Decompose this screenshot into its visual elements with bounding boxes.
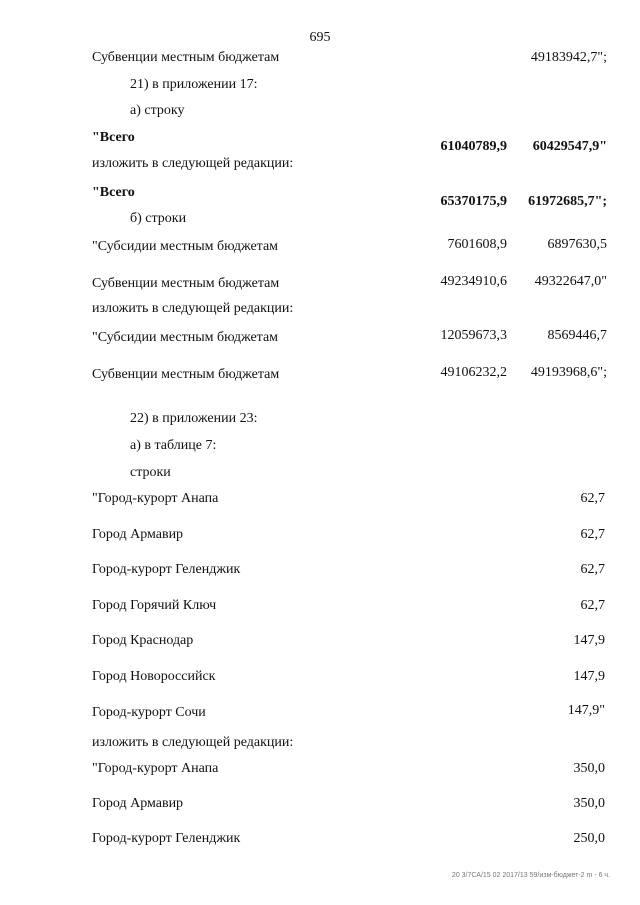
- subsidies-new-value-1: 12059673,3: [440, 328, 507, 343]
- strings-label: строки: [130, 465, 171, 480]
- city-name: Город Краснодар: [92, 633, 194, 648]
- city-value: 350,0: [573, 796, 605, 811]
- city-name: Город Новороссийск: [92, 669, 216, 684]
- subventions-old-value-2: 49322647,0": [534, 274, 607, 289]
- subsidies-new-value-2: 8569446,7: [547, 328, 607, 343]
- subsidies-new-label: "Субсидии местным бюджетам: [92, 330, 279, 345]
- subventions-new-value-2: 49193968,6";: [530, 365, 607, 380]
- city-value: 147,9: [573, 633, 605, 648]
- total-new-value-2: 61972685,7";: [528, 194, 607, 209]
- city-value: 62,7: [580, 491, 605, 506]
- city-name: Город-курорт Геленджик: [92, 831, 241, 846]
- item-a-string: а) строку: [130, 103, 185, 118]
- subventions-new-label: Субвенции местным бюджетам: [92, 367, 280, 382]
- subvention-value: 49183942,7";: [530, 50, 607, 65]
- total-old-value-2: 60429547,9": [532, 139, 607, 154]
- subventions-old-label: Субвенции местным бюджетам: [92, 276, 280, 291]
- page-number: 695: [309, 30, 331, 45]
- subsidies-old-label: "Субсидии местным бюджетам: [92, 239, 279, 254]
- city-value: 350,0: [573, 761, 605, 776]
- total-old-label: "Всего: [92, 130, 135, 145]
- item-21-heading: 21) в приложении 17:: [130, 77, 258, 92]
- document-footer: 20 3/7СА/15 02 2017/13 59/изм-бюджет-2 m - 6 ч.: [451, 872, 610, 879]
- total-new-value-1: 65370175,9: [440, 194, 507, 209]
- subsidies-old-value-2: 6897630,5: [547, 237, 607, 252]
- city-name: Город Горячий Ключ: [92, 598, 217, 613]
- city-value: 147,9": [567, 703, 605, 718]
- city-name: Город-курорт Геленджик: [92, 562, 241, 577]
- city-name: Город Армавир: [92, 527, 184, 542]
- restate-instruction-3: изложить в следующей редакции:: [92, 735, 294, 750]
- restate-instruction-1: изложить в следующей редакции:: [92, 156, 294, 171]
- total-new-label: "Всего: [92, 185, 135, 200]
- city-name: "Город-курорт Анапа: [92, 491, 219, 506]
- subvention-label: Субвенции местным бюджетам: [92, 50, 280, 65]
- subventions-new-value-1: 49106232,2: [440, 365, 507, 380]
- city-value: 62,7: [580, 527, 605, 542]
- city-value: 250,0: [573, 831, 605, 846]
- subsidies-old-value-1: 7601608,9: [447, 237, 507, 252]
- city-name: Город Армавир: [92, 796, 184, 811]
- item-22-heading: 22) в приложении 23:: [130, 411, 258, 426]
- restate-instruction-2: изложить в следующей редакции:: [92, 301, 294, 316]
- city-name: Город-курорт Сочи: [92, 705, 206, 720]
- total-old-value-1: 61040789,9: [440, 139, 507, 154]
- city-name: "Город-курорт Анапа: [92, 761, 219, 776]
- subventions-old-value-1: 49234910,6: [440, 274, 507, 289]
- city-value: 147,9: [573, 669, 605, 684]
- city-value: 62,7: [580, 598, 605, 613]
- item-a-table-7: а) в таблице 7:: [130, 438, 217, 453]
- item-b-strings: б) строки: [130, 211, 187, 226]
- city-value: 62,7: [580, 562, 605, 577]
